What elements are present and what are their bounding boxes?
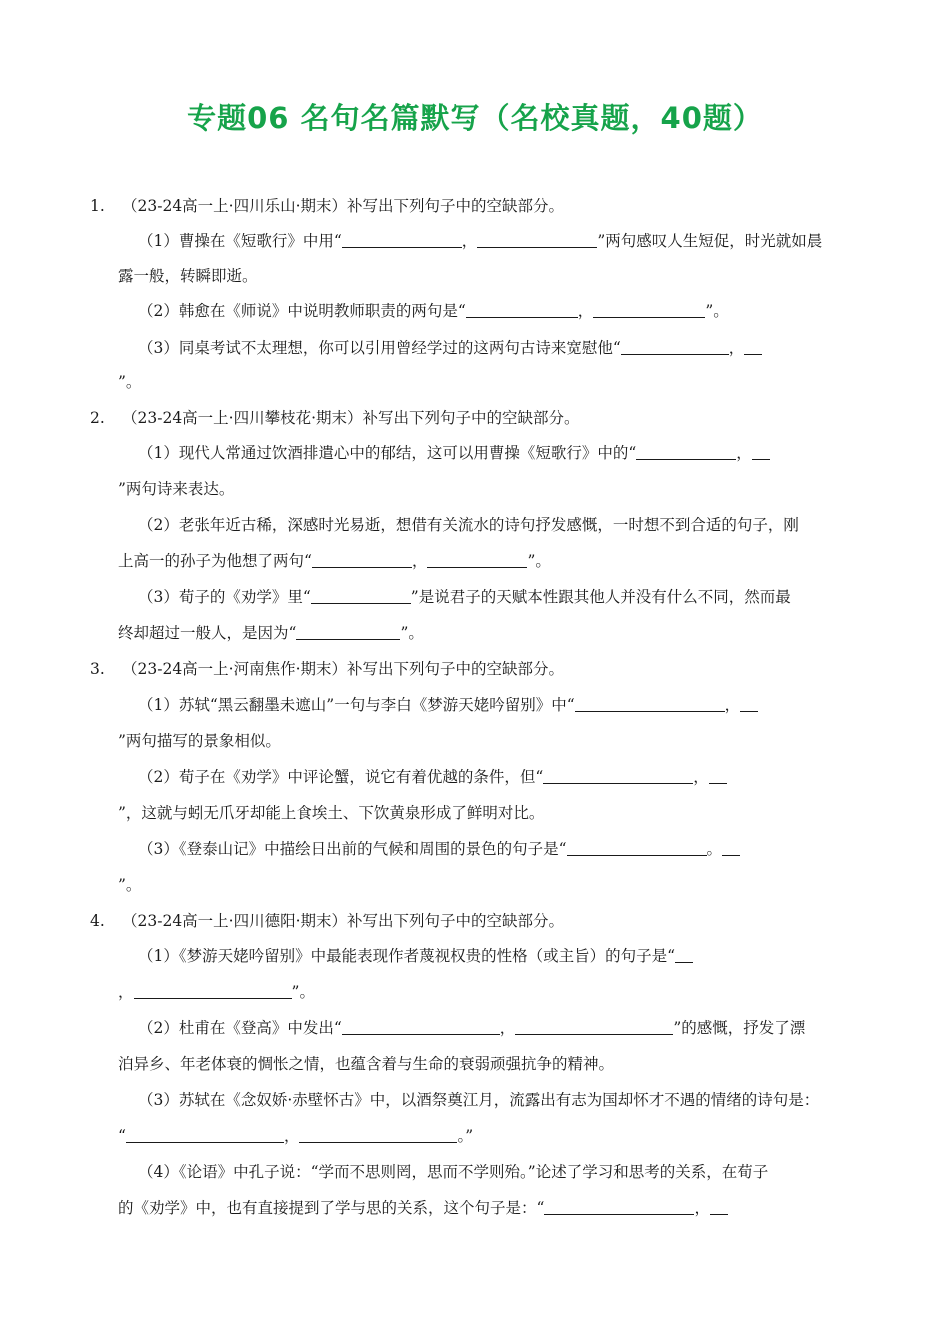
question-1-sub-1-cont: 露一般，转瞬即逝。 xyxy=(118,267,258,285)
answer-blank[interactable] xyxy=(311,587,411,604)
question-2-sub-2: （2）老张年近古稀，深感时光易逝，想借有关流水的诗句抒发感慨，一时想不到合适的句子，刚 xyxy=(138,516,799,534)
answer-blank[interactable] xyxy=(126,1126,284,1143)
question-2-sub-3: （3）荀子的《劝学》里“ ”是说君子的天赋本性跟其他人并没有什么不同，然而最 xyxy=(138,588,791,606)
answer-blank[interactable] xyxy=(134,982,292,999)
question-1-header xyxy=(90,196,564,216)
question-3-sub-2-cont: ”，这就与蚓无爪牙却能上食埃土、下饮黄泉形成了鲜明对比。 xyxy=(118,804,545,822)
question-source: （23-24高一上·四川德阳·期末）补写出下列句子中的空缺部分。 xyxy=(122,912,565,930)
page-title: 专题06 名句名篇默写（名校真题，40题） xyxy=(187,101,763,135)
question-4-sub-2-cont: 泊异乡、年老体衰的惆怅之情，也蕴含着与生命的衰弱顽强抗争的精神。 xyxy=(118,1055,615,1073)
answer-blank[interactable] xyxy=(342,231,462,248)
question-2-header xyxy=(90,408,580,428)
answer-blank[interactable] xyxy=(567,839,707,856)
question-source: （23-24高一上·四川乐山·期末）补写出下列句子中的空缺部分。 xyxy=(122,197,565,215)
question-2-sub-3-cont: 终却超过一般人，是因为“ ”。 xyxy=(118,624,424,642)
answer-blank[interactable] xyxy=(543,767,693,784)
answer-blank[interactable] xyxy=(740,695,758,712)
question-2-sub-1-cont: ”两句诗来表达。 xyxy=(118,480,235,498)
answer-blank[interactable] xyxy=(299,1126,457,1143)
answer-blank[interactable] xyxy=(312,551,412,568)
question-source: （23-24高一上·河南焦作·期末）补写出下列句子中的空缺部分。 xyxy=(122,660,565,678)
answer-blank[interactable] xyxy=(710,1198,728,1215)
question-number: 2. xyxy=(90,409,105,427)
answer-blank[interactable] xyxy=(722,839,740,856)
question-1-sub-3: （3）同桌考试不太理想，你可以引用曾经学过的这两句古诗来宽慰他“ ， xyxy=(138,338,762,358)
answer-blank[interactable] xyxy=(752,443,770,460)
question-source: （23-24高一上·四川攀枝花·期末）补写出下列句子中的空缺部分。 xyxy=(122,409,580,427)
answer-blank[interactable] xyxy=(593,301,705,318)
answer-blank[interactable] xyxy=(675,946,693,963)
answer-blank[interactable] xyxy=(477,231,597,248)
answer-blank[interactable] xyxy=(575,695,725,712)
question-3-sub-1-cont: ”两句描写的景象相似。 xyxy=(118,732,281,750)
question-1-sub-1: （1）曹操在《短歌行》中用“ ， ”两句感叹人生短促，时光就如晨 xyxy=(138,232,823,250)
question-3-sub-3: （3）《登泰山记》中描绘日出前的气候和周围的景色的句子是“ 。 xyxy=(138,839,740,859)
answer-blank[interactable] xyxy=(466,301,578,318)
question-2-sub-2-cont: 上高一的孙子为他想了两句“ ， ”。 xyxy=(118,552,551,570)
question-4-sub-3: （3）苏轼在《念奴娇·赤壁怀古》中，以酒祭奠江月，流露出有志为国却怀才不遇的情绪的诗句是： xyxy=(138,1091,820,1109)
question-4-sub-1-cont: ， ”。 xyxy=(118,983,315,1001)
answer-blank[interactable] xyxy=(636,443,736,460)
question-4-sub-4-cont: 的《劝学》中，也有直接提到了学与思的关系，这个句子是：“ ， xyxy=(118,1198,728,1218)
answer-blank[interactable] xyxy=(709,767,727,784)
answer-blank[interactable] xyxy=(342,1018,500,1035)
question-number: 1. xyxy=(90,197,105,215)
answer-blank[interactable] xyxy=(621,338,729,355)
question-3-sub-2: （2）荀子在《劝学》中评论蟹，说它有着优越的条件，但“ ， xyxy=(138,767,727,787)
question-4-sub-1: （1）《梦游天姥吟留别》中最能表现作者蔑视权贵的性格（或主旨）的句子是“ xyxy=(138,946,693,966)
question-number: 4. xyxy=(90,912,105,930)
answer-blank[interactable] xyxy=(744,338,762,355)
answer-blank[interactable] xyxy=(544,1198,694,1215)
question-4-header xyxy=(90,911,564,931)
answer-blank[interactable] xyxy=(296,623,400,640)
question-3-sub-3-cont: ”。 xyxy=(118,876,142,894)
question-4-sub-3-cont: “ ， 。” xyxy=(118,1127,474,1145)
answer-blank[interactable] xyxy=(515,1018,673,1035)
question-4-sub-4: （4）《论语》中孔子说：“学而不思则罔，思而不学则殆。”论述了学习和思考的关系，在荀子 xyxy=(138,1163,769,1181)
question-2-sub-1: （1）现代人常通过饮酒排遣心中的郁结，这可以用曹操《短歌行》中的“ ， xyxy=(138,443,770,463)
question-number: 3. xyxy=(90,660,105,678)
question-1-sub-3-cont: ”。 xyxy=(118,373,142,391)
question-3-sub-1: （1）苏轼“黑云翻墨未遮山”一句与李白《梦游天姥吟留别》中“ ， xyxy=(138,695,758,715)
question-3-header xyxy=(90,659,564,679)
answer-blank[interactable] xyxy=(427,551,527,568)
question-4-sub-2: （2）杜甫在《登高》中发出“ ， ”的感慨，抒发了漂 xyxy=(138,1019,806,1037)
question-1-sub-2: （2）韩愈在《师说》中说明教师职责的两句是“ ， ”。 xyxy=(138,302,729,320)
